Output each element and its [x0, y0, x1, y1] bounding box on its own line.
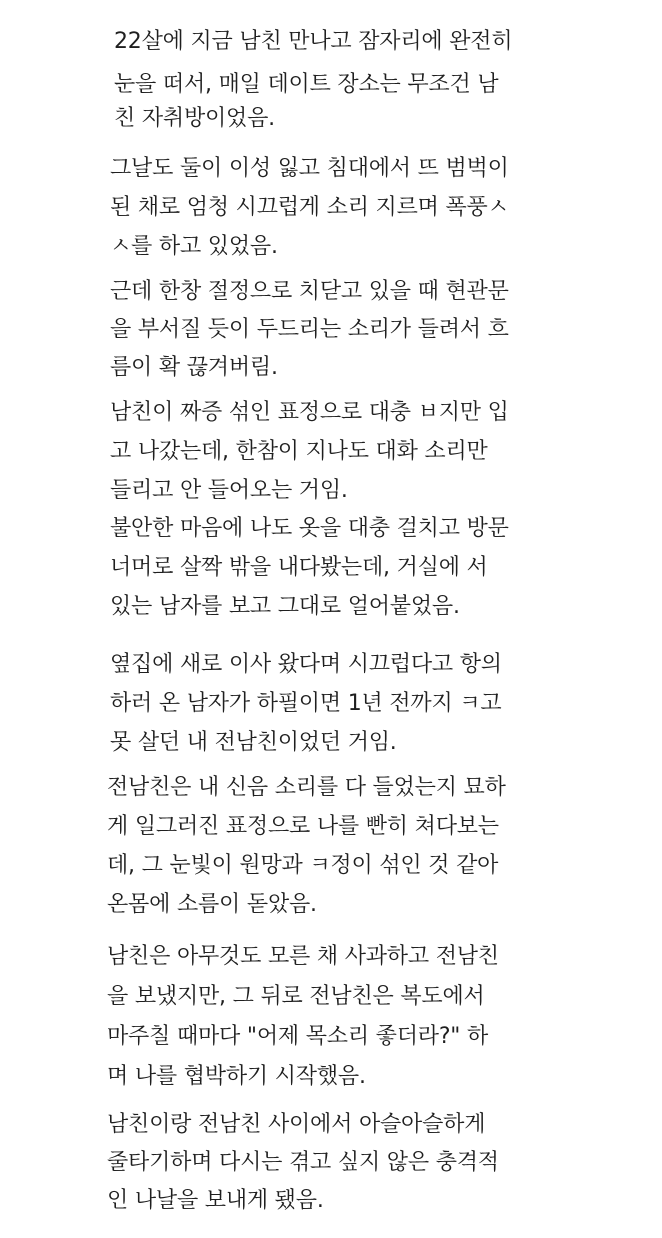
text-line: 못 살던 내 전남친이었던 거임.: [110, 730, 397, 755]
text-line: 그날도 둘이 이성 잃고 침대에서 뜨 범벅이: [110, 156, 509, 181]
text-line: 너머로 살짝 밖을 내다봤는데, 거실에 서: [110, 555, 488, 580]
text-line: 남친은 아무것도 모른 채 사과하고 전남친: [107, 944, 499, 969]
text-line: 눈을 떠서, 매일 데이트 장소는 무조건 남: [114, 72, 499, 97]
text-line: 게 일그러진 표정으로 나를 빤히 쳐다보는: [107, 814, 499, 839]
text-line: 친 자취방이었음.: [114, 106, 275, 131]
text-line: 남친이랑 전남친 사이에서 아슬아슬하게: [107, 1112, 486, 1137]
text-line: 옆집에 새로 이사 왔다며 시끄럽다고 항의: [110, 652, 502, 677]
text-line: 마주칠 때마다 "어제 목소리 좋더라?" 하: [107, 1024, 489, 1049]
text-line: 22살에 지금 남친 만나고 잠자리에 완전히: [114, 29, 513, 54]
text-line: 남친이 짜증 섞인 표정으로 대충 ㅂ지만 입: [110, 400, 509, 425]
text-line: 있는 남자를 보고 그대로 얼어붙었음.: [110, 594, 460, 619]
text-line: 고 나갔는데, 한참이 지나도 대화 소리만: [110, 439, 488, 464]
text-line: 된 채로 엄청 시끄럽게 소리 지르며 폭풍ㅅ: [110, 195, 509, 220]
text-line: 하러 온 남자가 하필이면 1년 전까지 ㅋ고: [110, 691, 502, 716]
text-line: 근데 한창 절정으로 치닫고 있을 때 현관문: [110, 279, 509, 304]
text-line: 데, 그 눈빛이 원망과 ㅋ정이 섞인 것 같아: [107, 853, 499, 878]
text-line: 름이 확 끊겨버림.: [110, 355, 278, 380]
text-line: ㅅ를 하고 있었음.: [110, 234, 278, 259]
text-line: 며 나를 협박하기 시작했음.: [107, 1064, 366, 1089]
text-line: 인 나날을 보내게 됐음.: [107, 1188, 324, 1213]
text-line: 들리고 안 들어오는 거임.: [110, 478, 348, 503]
text-line: 을 보냈지만, 그 뒤로 전남친은 복도에서: [107, 984, 485, 1009]
text-line: 전남친은 내 신음 소리를 다 들었는지 묘하: [107, 775, 506, 800]
text-line: 불안한 마음에 나도 옷을 대충 걸치고 방문: [110, 516, 509, 541]
text-line: 온몸에 소름이 돋았음.: [107, 892, 317, 917]
text-line: 줄타기하며 다시는 겪고 싶지 않은 충격적: [107, 1150, 499, 1175]
text-line: 을 부서질 듯이 두드리는 소리가 들려서 흐: [110, 317, 509, 342]
